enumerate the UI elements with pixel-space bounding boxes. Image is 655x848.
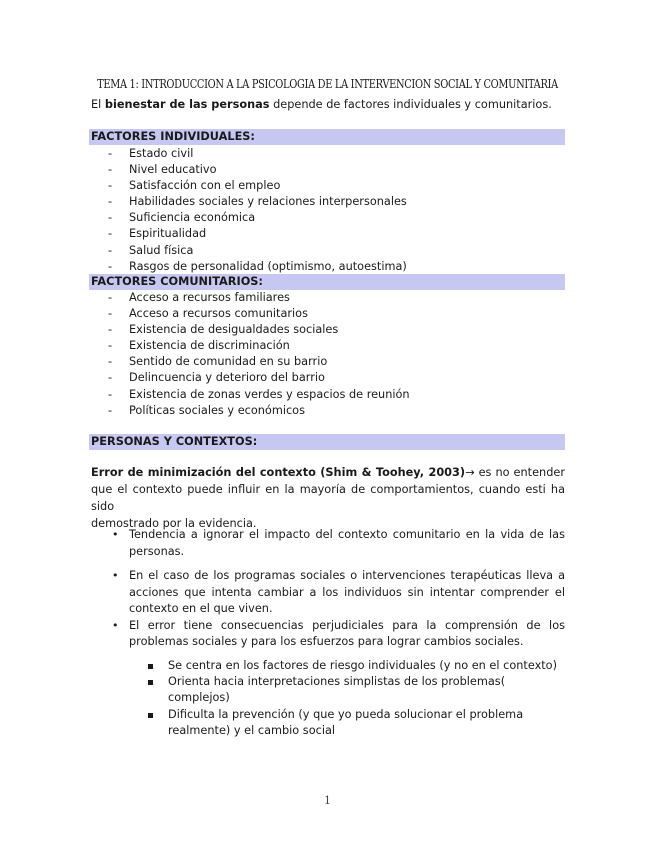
sub-bullet-item: Se centra en los factores de riesgo individuales (y no en el contexto) — [147, 658, 567, 674]
error-term: Error de minimización del contexto (Shim & Toohey, 2003) — [91, 466, 466, 479]
sub-bullet-item: Orienta hacia interpretaciones simplistas de los problemas( complejos) — [147, 674, 567, 706]
intro-prefix: El — [91, 98, 105, 111]
bullet-icon: • — [112, 528, 119, 541]
square-bullet-icon — [148, 680, 153, 685]
sub-bullet-item: Dificulta la prevención (y que yo pueda solucionar el problema realmente) y el cambio social — [147, 707, 567, 739]
bullet-icon: • — [112, 569, 119, 582]
sub-bullet-list — [147, 658, 567, 739]
intro-suffix: depende de factores individuales y comunitarios. — [269, 98, 552, 111]
intro-sentence — [91, 98, 552, 111]
section-heading-individual — [89, 129, 565, 145]
error-definition: es no entender que el contexto puede influir en la mayoría de comportamientos, cuando esti ha sido — [91, 466, 565, 513]
document-page: TEMA 1: INTRODUCCION A LA PSICOLOGIA DE LA INTERVENCION SOCIAL Y COMUNITARIA El bienestar de las personas depende de factores individuales y comunitarios. FACTORES INDIVIDUALES: - Estado civil - Nivel educativo - Satisfacción con el empleo - Habilidades sociales y relaciones interpersonales - Suficiencia económica - Espiritualidad - Salud física - Rasgos de personalidad (optimismo, autoestima) FACTORES COMUNITARIOS: - Acceso a recursos familiares - Acceso a recursos comunitarios - Existencia de desigualdades sociales - Existencia de discriminación - Sentido de comunidad en su barrio - Delincuencia y deterioro del barrio - Existencia de zonas verdes y espacios de reunión - Políticas sociales y económicos PERSONAS Y CONTEXTOS: Error de minimización del contexto (Shim & Toohey, 2003)→ es no entender que el contexto puede influir en la mayoría de comportamientos, cuando esti ha sido demostrado por la evidencia. • Tendencia a ignorar el impacto del contexto comunitario en la vida de las personas. • En el caso de los programas sociales o intervenciones terapéuticas lleva a acciones que intenta cambiar a los individuos sin intentar comprender el contexto en el que viven. • El error tiene consecuencias perjudiciales para la comprensión de los problemas sociales y para los esfuerzos para lograr cambios sociales. Se centra en los factores de riesgo individuales (y no en el contexto) Orienta hacia interpretaciones simplistas de los problemas( complejos) Dificulta la prevención (y que yo pueda solucionar el problema realmente) y el cambio social 1 — [0, 0, 655, 848]
section-heading-individual-label: FACTORES INDIVIDUALES: — [91, 130, 255, 143]
square-bullet-icon — [148, 664, 153, 669]
section-heading-community-label: FACTORES COMUNITARIOS: — [91, 275, 263, 288]
bullet-list — [112, 527, 565, 651]
bullet-icon: • — [112, 618, 119, 632]
document-title: TEMA 1: INTRODUCCION A LA PSICOLOGIA DE LA INTERVENCION SOCIAL Y COMUNITARIA — [97, 77, 558, 91]
bullet-item: • El error tiene consecuencias perjudiciales para la comprensión de los problemas sociales y para los esfuerzos para lograr cambios sociales. — [112, 618, 565, 648]
section-heading-community — [89, 274, 565, 290]
section-heading-persons-label: PERSONAS Y CONTEXTOS: — [91, 435, 258, 448]
bullet-item: • Tendencia a ignorar el impacto del contexto comunitario en la vida de las personas. — [112, 528, 565, 558]
bullet-item: • En el caso de los programas sociales o intervenciones terapéuticas lleva a acciones que intenta cambiar a los individuos sin intentar comprender el contexto en el que viven. — [112, 569, 565, 615]
intro-bold-term: bienestar de las personas — [104, 98, 270, 111]
error-paragraph — [91, 464, 565, 532]
error-definition-end: demostrado por la evidencia. — [91, 517, 257, 530]
square-bullet-icon — [148, 713, 153, 718]
arrow-icon: → — [465, 466, 475, 479]
section-heading-persons — [89, 434, 565, 450]
page-number: 1 — [324, 794, 331, 807]
